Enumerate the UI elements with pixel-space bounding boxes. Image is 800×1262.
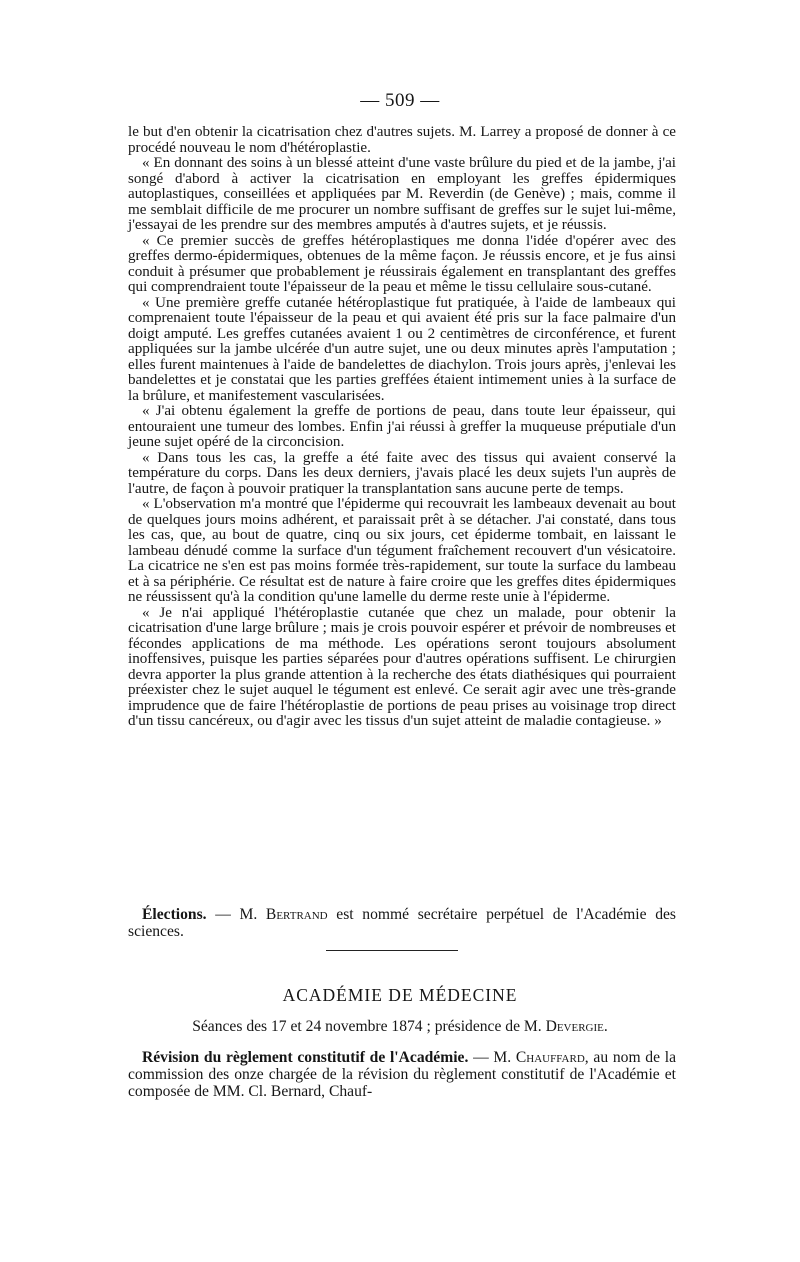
paragraph: « En donnant des soins à un blessé atteint d'une vaste brûlure du pied et de la jambe, j'ai songé d'abord à activer la cicatrisation en employant les greffes épidermiques autoplastiques, conseillées et appliquées par M. Reverdin (de Genève) ; mais, comme il me semblait difficile de me procurer un nombre suffisant de greffes sur le sujet lui-même, j'essayai de les prendre sur des membres amputés à d'autres sujets, et je réussis. [128,155,676,233]
paragraph: le but d'en obtenir la cicatrisation chez d'autres sujets. M. Larrey a proposé de donner à ce procédé nouveau le nom d'hétéroplastie. [128,124,676,156]
page-number: — 509 — [360,90,440,111]
president-name: Devergie [545,1018,604,1035]
revision-dash: — M. [468,1049,516,1066]
elections-heading: Élections. [142,906,207,923]
paragraph: « J'ai obtenu également la greffe de portions de peau, dans toute leur épaisseur, qui entouraient une tumeur des lombes. Enfin j'ai réussi à greffer la muqueuse préputiale d'un jeune sujet opéré de la circoncision. [128,403,676,450]
elections-text: est nommé secrétaire perpétuel de l'Académie des sciences. [128,906,676,940]
section-divider [326,950,458,951]
revision-name: Chauffard [515,1049,585,1066]
article-body [128,125,676,730]
elections-paragraph [128,906,676,940]
paragraph: « Ce premier succès de greffes hétéroplastiques me donna l'idée d'opérer avec des greffes dermo-épidermiques, obtenues de la même façon. Je réussis encore, et je fus ainsi conduit à présumer que probablement je réussirais également en transplantant des greffes qui comprendraient toute l'épaisseur de la peau et même le tissu cellulaire sous-cutané. [128,232,676,295]
elections-name: Bertrand [265,906,328,923]
paragraph: « Dans tous les cas, la greffe a été faite avec des tissus qui avaient conservé la température du corps. Dans les deux derniers, j'avais placé les deux sujets l'un auprès de l'autre, de façon à pouvoir pratiquer la transplantation sans aucune perte de temps. [128,449,676,497]
session-text: Séances des 17 et 24 novembre 1874 ; présidence de M. [192,1018,546,1035]
section-title: ACADÉMIE DE MÉDECINE [282,985,518,1005]
session-line [0,1018,800,1036]
paragraph: « Je n'ai appliqué l'hétéroplastie cutanée que chez un malade, pour obtenir la cicatrisation d'une large brûlure ; mais je crois pouvoir espérer et prévoir de nombreuses et fécondes applications de ma méthode. Les opérations seront toujours absolument inoffensives, puisque les parties séparées pour d'autres opérations suffisent. Le chirurgien devra apporter la plus grande attention à la recherche des états diathésiques qui pourraient préexister chez le sujet auquel le tégument est enlevé. Ce serait agir avec une très-grande imprudence que de faire l'hétéroplastie de portions de peau prises au voisinage trop direct d'un tissu cancéreux, ou d'agir avec les tissus d'un sujet atteint de maladie contagieuse. » [128,604,676,729]
session-end: . [603,1018,608,1035]
paragraph: « L'observation m'a montré que l'épiderme qui recouvrait les lambeaux devenait au bout de quelques jours moins adhérent, et paraissait prêt à se détacher. J'ai constaté, dans tous les cas, que, au bout de quatre, cinq ou six jours, cet épiderme tombait, en laissant le lambeau dénudé comme la surface d'un tégument fraîchement recouvert d'un vésicatoire. La cicatrice ne s'en est pas moins formée très-rapidement, sur toute la surface du lambeau et à sa périphérie. Ce résultat est de nature à faire croire que les greffes dites épidermiques ne réussissent qu'à la condition qu'une lamelle du derme reste unie à l'épiderme. [128,496,676,605]
revision-heading: Révision du règlement constitutif de l'Académie. [142,1049,469,1066]
paragraph: « Une première greffe cutanée hétéroplastique fut pratiquée, à l'aide de lambeaux qui comprenaient toute l'épaisseur de la peau et qui avaient été pris sur la face palmaire d'un doigt amputé. Les greffes cutanées avaient 1 ou 2 centimètres de circonférence, et furent appliquées sur la jambe ulcérée d'un autre sujet, une ou deux minutes après l'amputation ; elles furent maintenues à l'aide de bandelettes de diachylon. Trois jours après, j'enlevai les bandelettes et je constatai que les parties greffées étaient intimement unies à la surface de la brûlure, et manifestement vascularisées. [128,294,676,404]
revision-text: , au nom de la commission des onze chargée de la révision du règlement constitutif de l'Académie et composée de MM. Cl. Bernard, Chauf- [128,1049,676,1100]
revision-paragraph [128,1049,676,1100]
elections-dash: — M. [206,906,266,923]
